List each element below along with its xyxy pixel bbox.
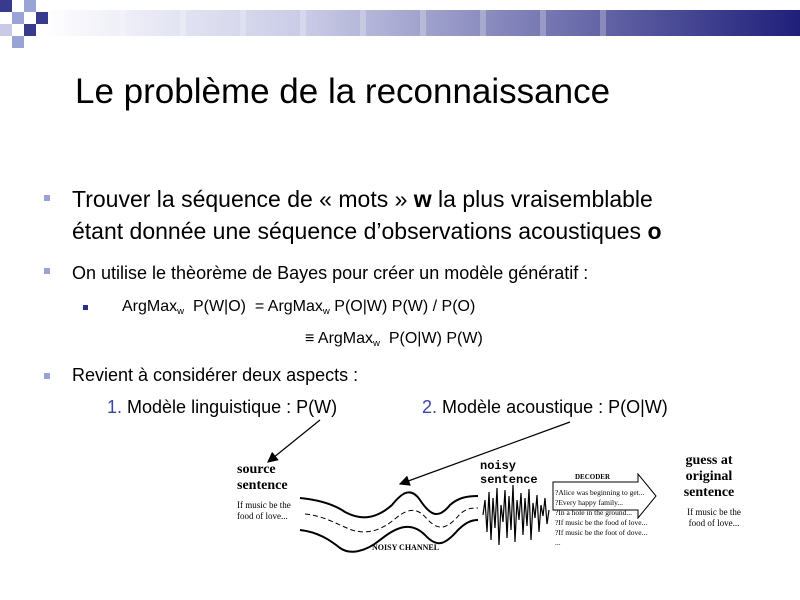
decoder-label: DECODER <box>575 473 611 481</box>
argmax-label-2: ArgMax <box>317 330 374 347</box>
guess-title-1: guess at <box>685 453 733 468</box>
noisy-title-1: noisy <box>480 459 517 473</box>
channel-label: NOISY CHANNEL <box>372 543 440 552</box>
formula-rhs: P(O|W) P(W) / P(O) <box>334 298 476 315</box>
aspect-1-label: Modèle linguistique : P(W) <box>127 397 338 417</box>
channel-center-line <box>305 508 478 532</box>
hypothesis-item: ?If music be the food of love... <box>555 518 648 527</box>
guess-title-3: sentence <box>683 485 735 500</box>
bullet-1-text: Trouver la séquence de « mots » <box>72 186 414 212</box>
argmax-sub: w <box>177 306 185 317</box>
bullet-1-text-2: étant donnée une séquence d’observations acoustiques <box>72 218 648 244</box>
hypothesis-item: ?If music be the foot of dove... <box>555 528 648 537</box>
hypothesis-item: ?In a hole in the ground... <box>555 508 633 517</box>
argmax-sub-2: w <box>322 306 330 317</box>
bullet-1-o: o <box>647 218 662 244</box>
aspect-2-number: 2. <box>422 397 438 417</box>
argmax-label: ArgMax <box>122 298 178 315</box>
bullet-1-text-end: la plus vraisemblable <box>431 186 653 212</box>
slide-title: Le problème de la reconnaissance <box>75 72 611 111</box>
guess-text-1: If music be the <box>687 507 741 517</box>
source-title <box>237 462 288 494</box>
aspect-2-label: Modèle acoustique : P(O|W) <box>442 397 668 417</box>
bullet-3-text: Revient à considérer deux aspects : <box>72 365 359 385</box>
source-text <box>237 500 291 522</box>
hypotheses-list <box>555 488 647 548</box>
argmax-sub-3: w <box>373 338 380 349</box>
guess-title-2: original <box>685 469 733 484</box>
guess-text-2: food of love... <box>688 518 740 528</box>
source-title-2: sentence <box>237 478 288 493</box>
hypothesis-item: ?Every happy family... <box>555 498 624 507</box>
guess-title <box>677 453 741 501</box>
noisy-title <box>480 459 538 487</box>
formula-eq: = ArgMax <box>254 298 323 315</box>
bullet-1-w: w <box>413 186 432 212</box>
hypothesis-item: ... <box>555 538 561 547</box>
equiv-symbol: ≡ <box>305 330 315 347</box>
arrow-linguistic <box>268 420 320 462</box>
bullet-2-text: On utilise le thèorème de Bayes pour créer un modèle génératif : <box>72 263 589 283</box>
formula-lhs: P(W|O) <box>192 298 246 315</box>
noisy-title-2: sentence <box>480 473 538 487</box>
aspect-1-number: 1. <box>107 397 123 417</box>
formula-line-2-rhs: P(O|W) P(W) <box>388 330 483 347</box>
noisy-waveform <box>483 485 549 545</box>
source-title-1: source <box>237 462 276 477</box>
source-text-1: If music be the <box>237 500 291 510</box>
guess-text <box>682 507 746 529</box>
hypothesis-item: ?Alice was beginning to get... <box>555 488 645 497</box>
channel-upper-curve <box>300 492 478 517</box>
source-text-2: food of love... <box>237 511 288 521</box>
